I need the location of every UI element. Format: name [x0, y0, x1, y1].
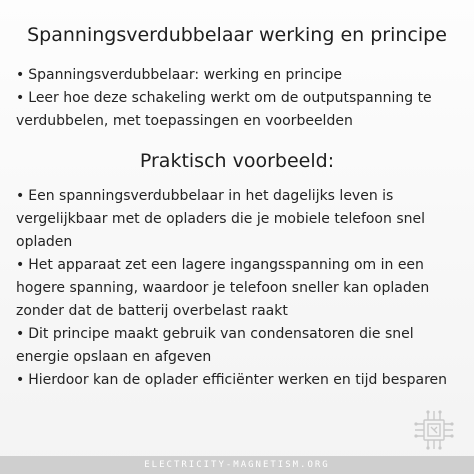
- bullet-icon: •: [16, 90, 25, 106]
- bullet-icon: •: [16, 372, 25, 388]
- bullet-icon: •: [16, 188, 25, 204]
- bullet-icon: •: [16, 67, 25, 83]
- list-item: • Leer hoe deze schakeling werkt om de outputspanning te verdubbelen, met toepassingen en voorbeelden: [16, 90, 432, 129]
- footer-text: ELECTRICITY-MAGNETISM.ORG: [144, 460, 330, 470]
- page-title: Spanningsverdubbelaar werking en principe: [27, 24, 447, 46]
- bullet-icon: •: [16, 326, 25, 342]
- intro-list: [16, 64, 461, 133]
- list-item: • Hierdoor kan de oplader efficiënter werken en tijd besparen: [16, 372, 448, 388]
- footer-bar: [0, 456, 474, 474]
- list-item: • Spanningsverdubbelaar: werking en principe: [16, 67, 343, 83]
- list-item: • Een spanningsverdubbelaar in het dagelijks leven is vergelijkbaar met de opladers die je mobiele telefoon snel opladen: [16, 188, 425, 250]
- list-item: • Dit principe maakt gebruik van condensatoren die snel energie opslaan en afgeven: [16, 326, 414, 365]
- bullet-icon: •: [16, 257, 25, 273]
- example-list: [16, 185, 461, 392]
- list-item: • Het apparaat zet een lagere ingangsspanning om in een hogere spanning, waardoor je telefoon sneller kan opladen zonder dat de batterij overbelast raakt: [16, 257, 430, 319]
- circuit-chip-icon: [412, 408, 456, 452]
- section-heading: Praktisch voorbeeld:: [139, 150, 335, 172]
